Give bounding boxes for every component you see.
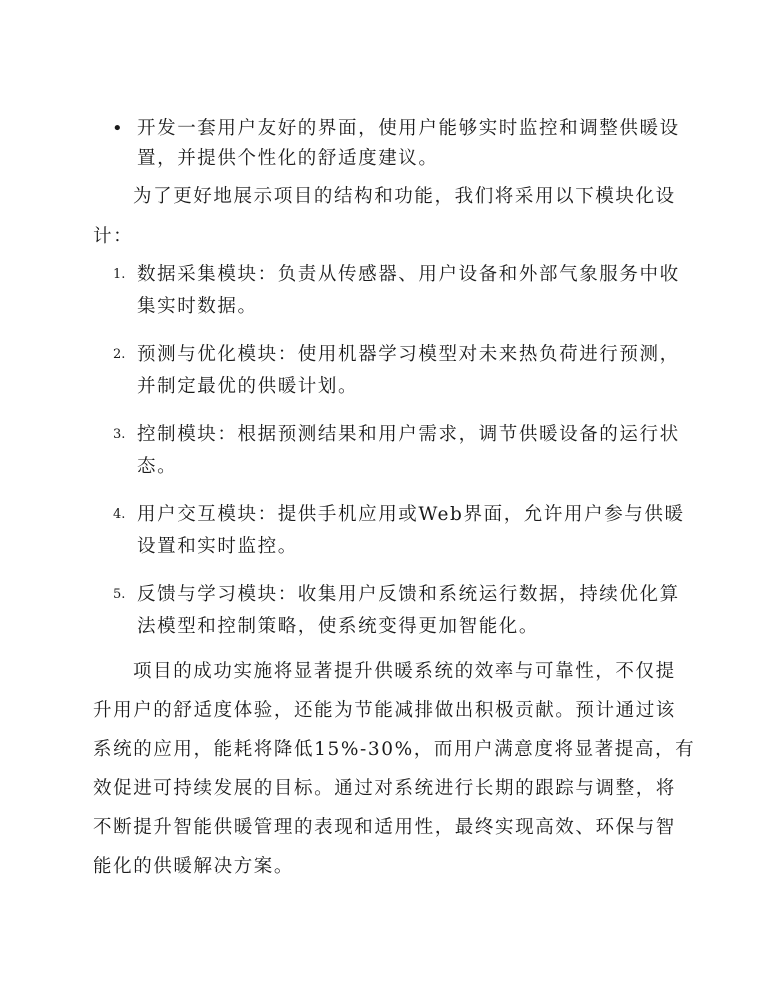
conclusion-line-4: 效促进可持续发展的目标。通过对系统进行长期的跟踪与调整，将 — [93, 778, 676, 799]
module-3-number: 3. — [113, 427, 126, 442]
module-4-number: 4. — [113, 507, 126, 522]
intro-line-2: 计： — [93, 226, 134, 247]
conclusion-line-5: 不断提升智能供暖管理的表现和适用性，最终实现高效、环保与智 — [93, 817, 676, 838]
module-2-number: 2. — [113, 347, 126, 362]
bullet-line-2: 置，并提供个性化的舒适度建议。 — [137, 148, 439, 169]
bullet-marker: • — [112, 118, 123, 139]
module-2-line-2: 并制定最优的供暖计划。 — [137, 376, 359, 397]
module-5-line-2: 法模型和控制策略，使系统变得更加智能化。 — [137, 616, 540, 637]
module-4-line-1: 用户交互模块：提供手机应用或Web界面，允许用户参与供暖 — [137, 504, 685, 525]
module-4-line-2: 设置和实时监控。 — [137, 536, 298, 557]
module-5-number: 5. — [113, 587, 126, 602]
conclusion-line-1: 项目的成功实施将显著提升供暖系统的效率与可靠性，不仅提 — [133, 661, 676, 682]
conclusion-line-6: 能化的供暖解决方案。 — [93, 856, 295, 877]
module-1-line-1: 数据采集模块：负责从传感器、用户设备和外部气象服务中收 — [137, 264, 680, 285]
conclusion-line-2: 升用户的舒适度体验，还能为节能减排做出积极贡献。预计通过该 — [93, 700, 676, 721]
module-3-line-2: 态。 — [137, 456, 178, 477]
module-5-line-1: 反馈与学习模块：收集用户反馈和系统运行数据，持续优化算 — [137, 584, 680, 605]
module-2-line-1: 预测与优化模块：使用机器学习模型对未来热负荷进行预测， — [137, 344, 680, 365]
intro-line-1: 为了更好地展示项目的结构和功能，我们将采用以下模块化设 — [133, 186, 676, 207]
conclusion-line-3: 系统的应用，能耗将降低15%-30%，而用户满意度将显著提高，有 — [93, 739, 696, 760]
bullet-line-1: 开发一套用户友好的界面，使用户能够实时监控和调整供暖设 — [137, 118, 680, 139]
module-1-number: 1. — [113, 267, 126, 282]
module-1-line-2: 集实时数据。 — [137, 296, 258, 317]
module-3-line-1: 控制模块：根据预测结果和用户需求，调节供暖设备的运行状 — [137, 424, 680, 445]
